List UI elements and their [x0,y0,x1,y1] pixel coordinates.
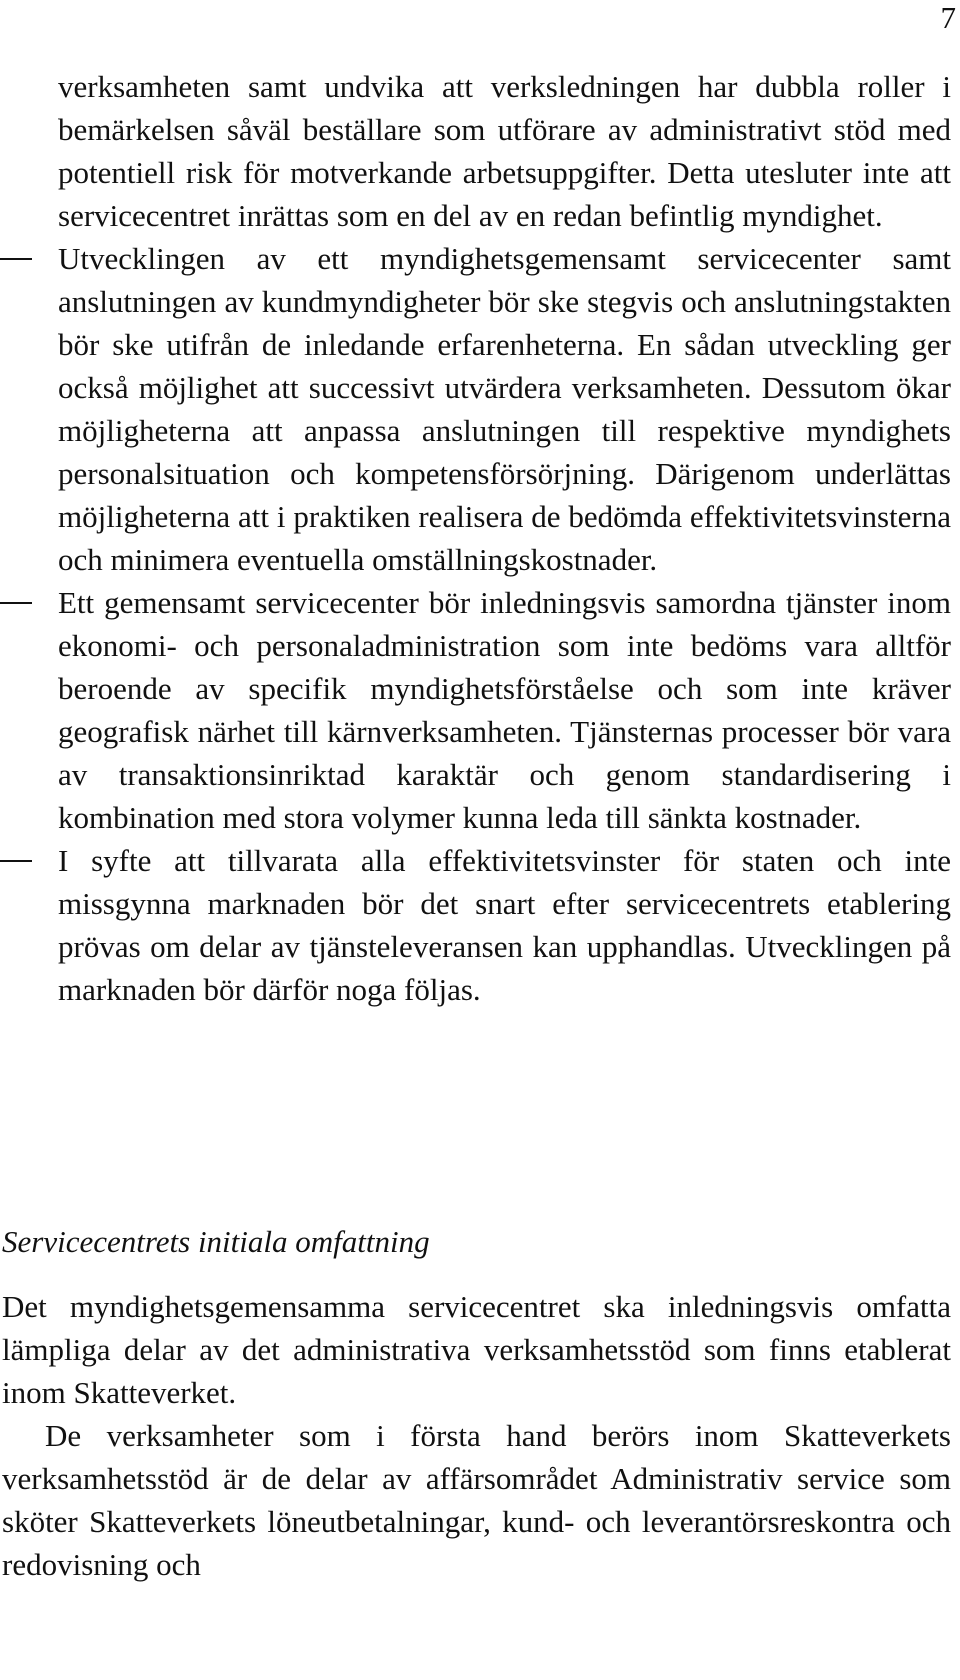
list-item [58,839,951,1011]
list-item-text: Utvecklingen av ett myndighetsgemensamt servicecenter samt anslutningen av kundmyndigheter bör ske stegvis och anslutningstakten bör ske utifrån de inledande erfarenheterna. En sådan utveckling ger också möjlighet att successivt utvärdera verksamheten. Dessutom ökar möjligheterna att anpassa anslutningen till respektive myndighets personalsituation och kompetensförsörjning. Därigenom underlättas möjligheterna att i praktiken realisera de bedömda effektivitetsvinsterna och minimera eventuella omställningskostnader. [58,241,951,577]
body-paragraph: De verksamheter som i första hand berörs inom Skatteverkets verksamhetsstöd är de delar av affärsområdet Administrativ service som sköter Skatteverkets löneutbetalningar, kund- och leverantörsreskontra och redovisning och [2,1418,951,1582]
page-number: 7 [940,0,956,35]
recommendation-list [58,65,951,1011]
dash-bullet-icon [0,860,32,862]
section-heading: Servicecentrets initiala omfattning [2,1224,430,1259]
body-paragraph: Det myndighetsgemensamma servicecentret ska inledningsvis omfatta lämpliga delar av det administrativa verksamhetsstöd som finns etablerat inom Skatteverket. [2,1289,951,1410]
list-item-text: I syfte att tillvarata alla effektivitetsvinster för staten och inte missgynna marknaden bör det snart efter servicecentrets etablering prövas om delar av tjänsteleveransen kan upphandlas. Utvecklingen på marknaden bör därför noga följas. [58,843,951,1007]
list-item [58,237,951,581]
list-item-text: Ett gemensamt servicecenter bör inledningsvis samordna tjänster inom ekonomi- och personaladministration som inte bedöms vara alltför beroende av specifik myndighetsförståelse och som inte kräver geografisk närhet till kärnverksamheten. Tjänsternas processer bör vara av transaktionsinriktad karaktär och genom standardisering i kombination med stora volymer kunna leda till sänkta kostnader. [58,585,951,835]
dash-bullet-icon [0,602,32,604]
list-item [58,65,951,237]
dash-bullet-icon [0,258,32,260]
list-item-text: verksamheten samt undvika att verksledningen har dubbla roller i bemärkelsen såväl beställare som utförare av administrativt stöd med potentiell risk för motverkande arbetsuppgifter. Detta utesluter inte att servicecentret inrättas som en del av en redan befintlig myndighet. [58,69,951,233]
list-item [58,581,951,839]
